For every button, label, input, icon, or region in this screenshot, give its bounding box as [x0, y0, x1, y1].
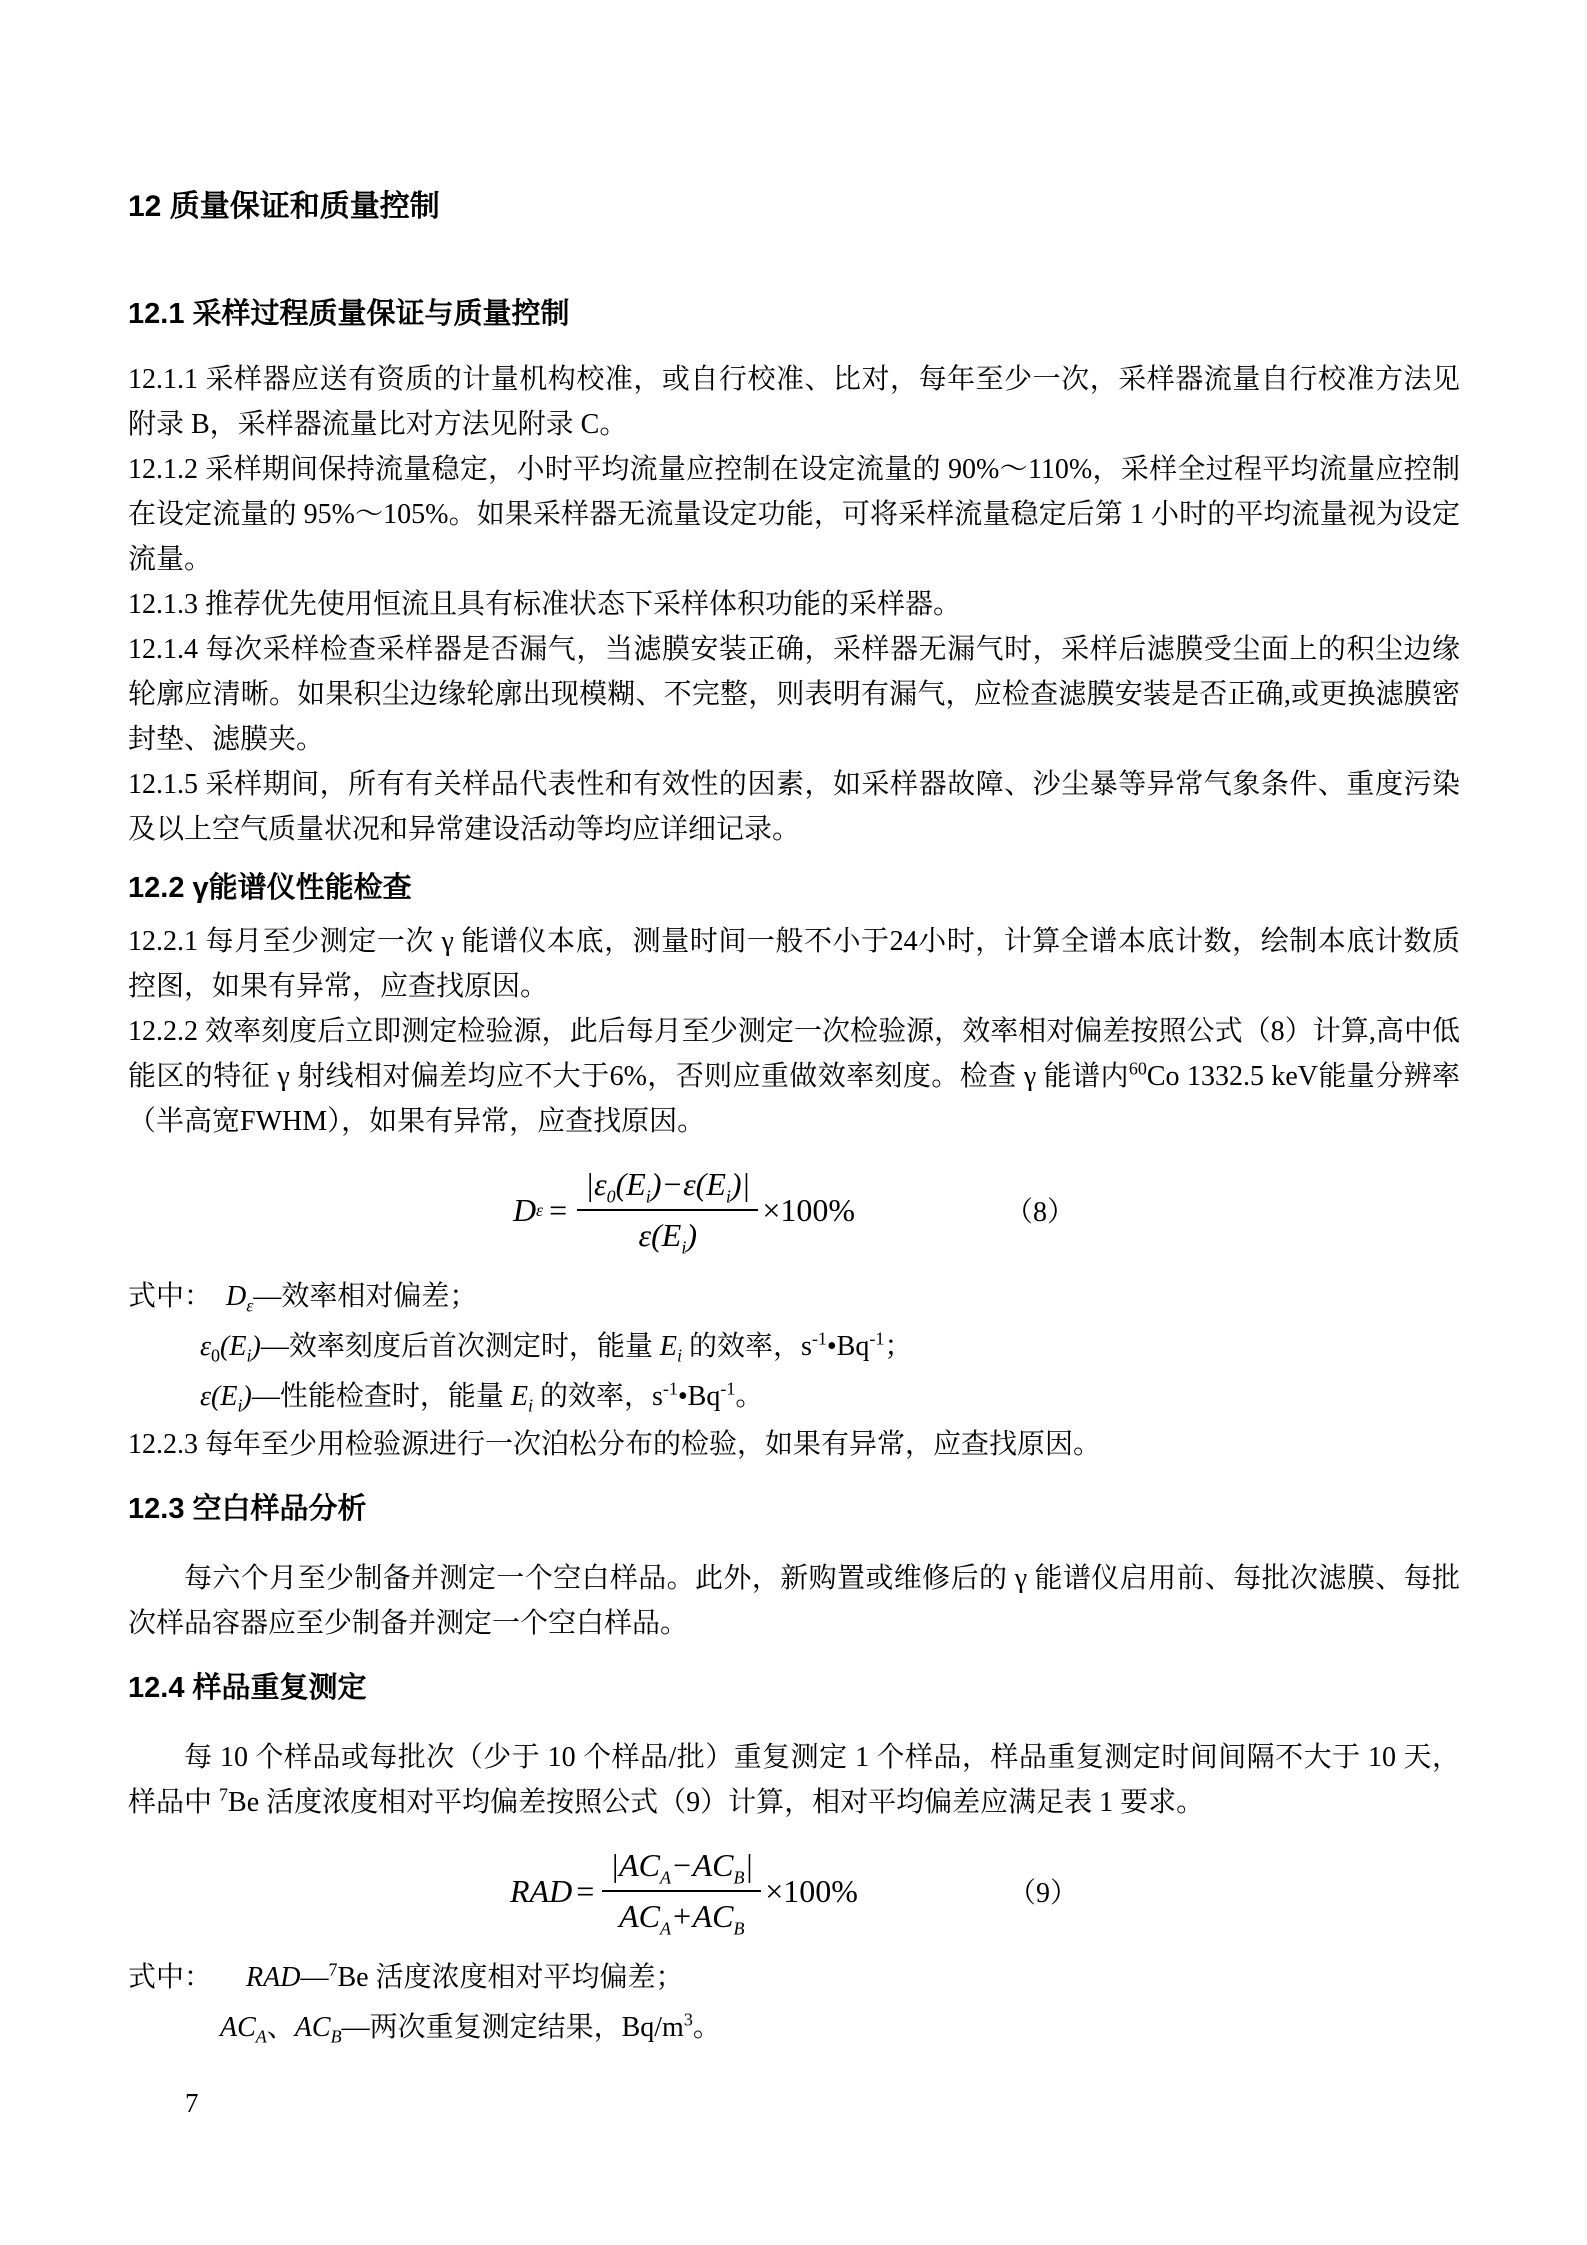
math-fragment: E — [659, 1331, 677, 1362]
definition-text: Be 活度浓度相对平均偏差； — [337, 1962, 684, 1993]
math-fragment: B — [733, 1867, 745, 1888]
page-number: 7 — [185, 2088, 199, 2118]
dash: — — [253, 1281, 282, 1312]
beryllium-7-superscript: 7 — [328, 1959, 338, 1980]
definition-text: •Bq — [677, 1381, 721, 1412]
where-label: 式中： — [128, 1962, 213, 1993]
definition-line — [128, 1372, 1460, 1422]
math-fragment: i — [645, 1186, 651, 1207]
definition-line — [128, 1272, 1460, 1322]
formula-8: D ε = $\frac{|\varepsilon_0(E_i)-\varepsilon(E_i)|}{\varepsilon(E_i)}$ ×100% — [512, 1166, 856, 1258]
paragraph-12-2-2-text: Co 1332.5 keV能量分辨率（半高宽FWHM），如果有异常，应查找原因。 — [128, 1061, 1460, 1137]
paragraph-12-2-1: 12.2.1 每月至少测定一次 γ 能谱仪本底，测量时间一般不小于24小时，计算全谱本底计数，绘制本底计数质控图，如果有异常，应查找原因。 — [128, 926, 1460, 1002]
math-fragment: E — [510, 1381, 528, 1412]
definition-line — [128, 2003, 1460, 2053]
paragraph-12-1-3: 12.1.3 推荐优先使用恒流且具有标准状态下采样体积功能的采样器。 — [128, 589, 962, 620]
formula-9 — [510, 1847, 858, 1939]
math-fragment: A — [659, 1867, 671, 1888]
math-fragment: i — [681, 1237, 687, 1258]
unit-superscript: 3 — [683, 2009, 693, 2030]
paragraph-12-1-1: 12.1.1 采样器应送有资质的计量机构校准，或自行校准、比对，每年至少一次，采样器流量自行校准方法见附录 B，采样器流量比对方法见附录 C。 — [128, 364, 1460, 440]
separator: 、 — [266, 2012, 295, 2043]
paragraph-12-2-2 — [128, 1009, 1460, 1144]
math-fragment: AC — [294, 2012, 331, 2043]
math-fragment: −AC — [670, 1847, 734, 1883]
paragraph-12-2-2-text: 12.2.2 效率刻度后立即测定检验源，此后每月至少测定一次检验源，效率相对偏差按照公式（8）计算,高中低能区的特征 γ 射线相对偏差均应不大于6%，否则应重做效率刻度。检查 γ 能谱内 — [128, 1016, 1460, 1092]
definition-text: 的效率，s — [532, 1381, 663, 1412]
math-fragment: )| — [730, 1166, 751, 1202]
definition-text: 效率相对偏差； — [281, 1281, 478, 1312]
dash: — — [260, 1331, 289, 1362]
equals-sign: = — [549, 1191, 568, 1228]
definition-text: 两次重复测定结果，Bq/m — [369, 2012, 684, 2043]
fraction — [577, 1166, 758, 1258]
equation-number-8: （8） — [1005, 1197, 1076, 1228]
math-fragment: ) — [251, 1331, 261, 1362]
math-fragment: ε — [246, 1295, 254, 1316]
math-fragment: ε — [200, 1331, 212, 1362]
formula-8-row — [128, 1166, 1460, 1258]
math-fragment: (E — [615, 1166, 646, 1202]
section-heading-12-4: 12.4 样品重复测定 — [128, 1672, 367, 1704]
math-fragment: D — [512, 1191, 537, 1228]
definition-text: 。 — [692, 2012, 721, 2043]
math-fragment: (E — [220, 1331, 247, 1362]
math-fragment: ε(E — [638, 1217, 682, 1253]
paragraph-12-4 — [128, 1735, 1460, 1825]
definition-text: ； — [884, 1331, 913, 1362]
math-fragment: B — [330, 2026, 342, 2047]
math-fragment: |ε — [585, 1166, 607, 1202]
math-fragment: AC — [220, 2012, 256, 2043]
math-fragment: A — [659, 1918, 671, 1939]
paragraph-12-2-3: 12.2.3 每年至少用检验源进行一次泊松分布的检验，如果有异常，应查找原因。 — [128, 1429, 1102, 1460]
math-fragment: i — [676, 1345, 682, 1366]
equals-sign: = — [576, 1872, 595, 1909]
math-fragment: +AC — [670, 1898, 734, 1934]
multiplier-text: ×100% — [762, 1191, 856, 1228]
math-fragment: RAD — [246, 1962, 301, 1993]
fraction-numerator — [577, 1166, 758, 1211]
math-fragment: AC — [619, 1898, 660, 1934]
section-heading-12-3: 12.3 空白样品分析 — [128, 1493, 367, 1525]
paragraph-12-3: 每六个月至少制备并测定一个空白样品。此外，新购置或维修后的 γ 能谱仪启用前、每批次滤膜、每批次样品容器应至少制备并测定一个空白样品。 — [128, 1563, 1460, 1639]
unit-superscript: -1 — [720, 1378, 736, 1399]
math-fragment: ) — [242, 1381, 252, 1412]
beryllium-7-superscript: 7 — [219, 1784, 229, 1805]
unit-superscript: -1 — [869, 1328, 885, 1349]
math-fragment: 0 — [211, 1345, 221, 1366]
math-fragment: i — [527, 1395, 533, 1416]
definition-line — [128, 1953, 1460, 2003]
paragraph-12-1-4: 12.1.4 每次采样检查采样器是否漏气，当滤膜安装正确，采样器无漏气时，采样后滤膜受尘面上的积尘边缘轮廓应清晰。如果积尘边缘轮廓出现模糊、不完整，则表明有漏气，应检查滤膜安装是否正确,或更换滤膜密封垫、滤膜夹。 — [128, 634, 1460, 755]
math-fragment: A — [255, 2026, 267, 2047]
fraction-denominator — [577, 1211, 758, 1258]
math-fragment: B — [733, 1918, 745, 1939]
math-fragment: (E — [211, 1381, 238, 1412]
section-heading-12-2: 12.2 γ能谱仪性能检查 — [128, 872, 412, 904]
math-fragment: | — [744, 1847, 754, 1883]
multiplier-text: ×100% — [765, 1872, 858, 1909]
paragraph-12-1-2: 12.1.2 采样期间保持流量稳定，小时平均流量应控制在设定流量的 90%～110%，采样全过程平均流量应控制在设定流量的 95%～105%。如果采样器无流量设定功能，可将采样流量稳定后第 1 小时的平均流量视为设定流量。 — [128, 454, 1460, 575]
dash: — — [341, 2012, 370, 2043]
fraction-denominator — [602, 1892, 761, 1939]
fraction — [602, 1847, 761, 1939]
definition-line — [128, 1322, 1460, 1372]
definition-text: 。 — [735, 1381, 764, 1412]
equation-number-9: （9） — [1007, 1878, 1078, 1909]
definition-text: 性能检查时，能量 — [279, 1381, 511, 1412]
unit-superscript: -1 — [811, 1328, 827, 1349]
math-fragment: RAD — [510, 1872, 573, 1909]
formula-9-row — [128, 1847, 1460, 1939]
section-heading-12-1: 12.1 采样过程质量保证与质量控制 — [128, 298, 570, 330]
fraction-numerator — [602, 1847, 761, 1892]
definition-text: 效率刻度后首次测定时，能量 — [288, 1331, 660, 1362]
cobalt-60-superscript: 60 — [1128, 1058, 1147, 1079]
definition-text: •Bq — [826, 1331, 870, 1362]
math-fragment: D — [226, 1281, 247, 1312]
math-fragment: 0 — [606, 1186, 616, 1207]
section-heading-12: 12 质量保证和质量控制 — [128, 190, 440, 223]
definition-text: 的效率，s — [681, 1331, 812, 1362]
math-fragment: ) — [686, 1217, 697, 1253]
paragraph-12-4-text: Be 活度浓度相对平均偏差按照公式（9）计算，相对平均偏差应满足表 1 要求。 — [228, 1787, 1205, 1818]
math-fragment: ε — [200, 1381, 212, 1412]
formula-9-definitions — [128, 1953, 1460, 2053]
where-label: 式中： — [128, 1281, 213, 1312]
math-fragment: )−ε(E — [650, 1166, 726, 1202]
math-fragment: i — [246, 1345, 252, 1366]
unit-superscript: -1 — [662, 1378, 678, 1399]
math-fragment: |AC — [610, 1847, 660, 1883]
formula-8-definitions — [128, 1272, 1460, 1422]
dash: — — [251, 1381, 280, 1412]
paragraph-12-1-5: 12.1.5 采样期间，所有有关样品代表性和有效性的因素，如采样器故障、沙尘暴等异常气象条件、重度污染及以上空气质量状况和异常建设活动等均应详细记录。 — [128, 769, 1460, 845]
math-fragment: i — [237, 1395, 243, 1416]
math-fragment: i — [725, 1186, 731, 1207]
paragraph-12-4-text: 每 10 个样品或每批次（少于 10 个样品/批）重复测定 1 个样品，样品重复测定时间间隔不大于 10 天，样品中 — [128, 1742, 1460, 1818]
dash: — — [300, 1962, 329, 1993]
